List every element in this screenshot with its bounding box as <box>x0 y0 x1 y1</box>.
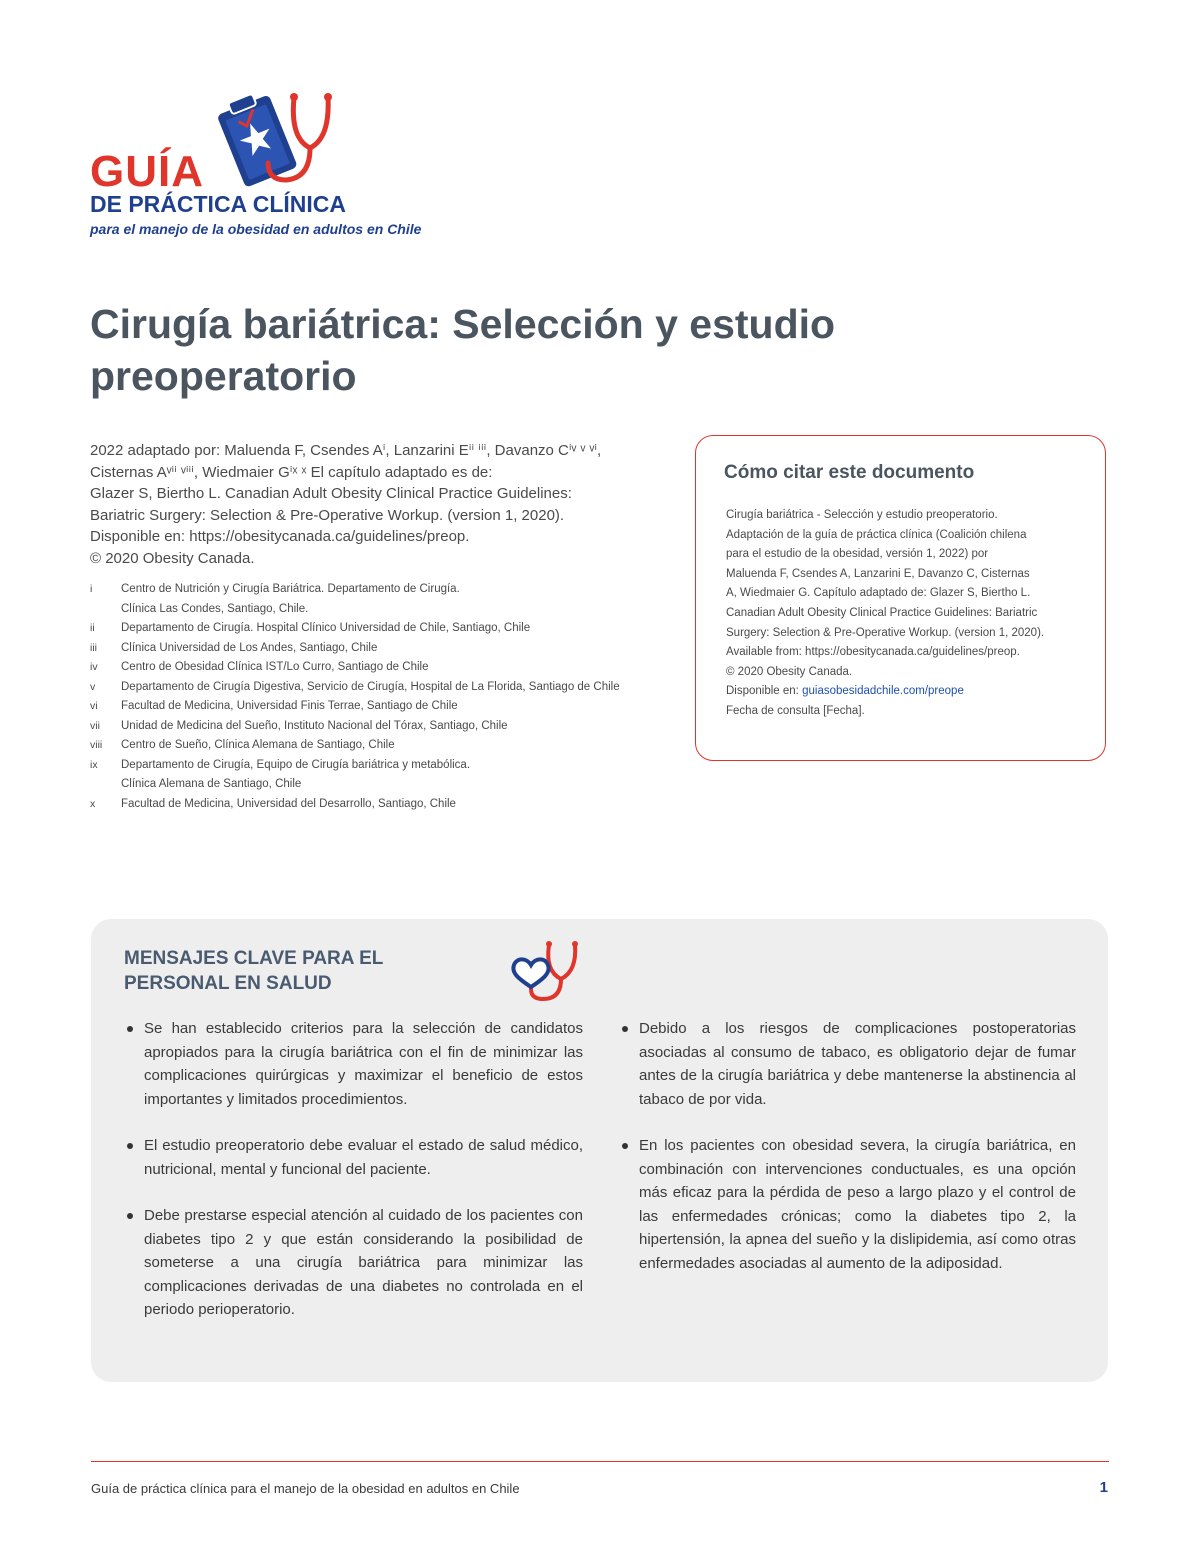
affiliation-number <box>90 775 121 795</box>
affiliation-item <box>90 717 690 737</box>
affiliation-number: vi <box>90 700 98 712</box>
affiliation-text: Departamento de Cirugía Digestiva, Servicio de Cirugía, Hospital de La Florida, Santiago de Chile <box>121 680 620 693</box>
affiliation-number: vii <box>90 719 100 732</box>
key-messages-left-list <box>125 1017 583 1345</box>
citation-line: © 2020 Obesity Canada. <box>726 665 853 678</box>
affiliation-item <box>90 600 690 620</box>
page-title: Cirugía bariátrica: Selección y estudio preoperatorio <box>90 301 836 399</box>
footer-text: Guía de práctica clínica para el manejo de la obesidad en adultos en Chile <box>91 1481 520 1496</box>
affiliation-item <box>90 678 690 698</box>
key-messages-right-list <box>620 1017 1076 1298</box>
affiliation-item <box>90 658 690 678</box>
logo-subtitle: DE PRÁCTICA CLÍNICA <box>90 191 346 217</box>
affiliation-text: Departamento de Cirugía. Hospital Clínico Universidad de Chile, Santiago, Chile <box>121 622 531 634</box>
affiliation-text: Clínica Universidad de Los Andes, Santiago, Chile <box>121 641 378 654</box>
key-message-item: El estudio preoperatorio debe evaluar el estado de salud médico, nutricional, mental y funcional del paciente. <box>125 1134 583 1181</box>
affiliation-number: viii <box>90 739 103 751</box>
affiliation-text: Centro de Sueño, Clínica Alemana de Santiago, Chile <box>121 739 395 751</box>
logo-clipboard-stethoscope-icon <box>210 88 345 193</box>
citation-box <box>695 435 1106 761</box>
affiliation-text: Centro de Obesidad Clínica IST/Lo Curro, Santiago de Chile <box>121 661 429 673</box>
logo-title: GUÍA <box>90 147 204 196</box>
affiliation-text: Facultad de Medicina, Universidad Finis Terrae, Santiago de Chile <box>121 700 458 712</box>
key-message-item: Debe prestarse especial atención al cuidado de los pacientes con diabetes tipo 2 y que están considerando la posibilidad de someterse a una cirugía bariátrica para minimizar las complicaciones derivadas de una diabetes no controlada en el periodo perioperatorio. <box>125 1204 583 1322</box>
authors-line: Glazer S, Biertho L. Canadian Adult Obesity Clinical Practice Guidelines: <box>90 485 572 503</box>
affiliation-item <box>90 795 690 815</box>
affiliation-text: Clínica Alemana de Santiago, Chile <box>121 778 302 790</box>
citation-line: Available from: https://obesitycanada.ca/guidelines/preop. <box>726 646 1020 659</box>
affiliation-item <box>90 580 690 600</box>
affiliation-text: Facultad de Medicina, Universidad del Desarrollo, Santiago, Chile <box>121 797 456 810</box>
citation-line: Fecha de consulta [Fecha]. <box>726 704 865 717</box>
affiliation-number: ix <box>90 758 98 771</box>
citation-line: Canadian Adult Obesity Clinical Practice Guidelines: Bariatric <box>726 606 1038 619</box>
affiliation-number: x <box>90 797 96 810</box>
affiliation-item <box>90 775 690 795</box>
citation-line: Adaptación de la guía de práctica clínica (Coalición chilena <box>726 528 1027 541</box>
affiliation-number <box>90 600 121 620</box>
logo-tagline: para el manejo de la obesidad en adultos en Chile <box>90 221 422 237</box>
affiliation-item <box>90 736 690 756</box>
key-message-item: En los pacientes con obesidad severa, la cirugía bariátrica, en combinación con intervenciones conductuales, es una opción más eficaz para la pérdida de peso a largo plazo y el control de las enfermedades crónicas; como la diabetes tipo 2, la hipertensión, la apnea del sueño y la dislipidemia, así como otras enfermedades asociadas al aumento de la adiposidad. <box>620 1134 1076 1275</box>
affiliation-number: v <box>90 680 96 693</box>
authors-line: © 2020 Obesity Canada. <box>90 549 255 567</box>
key-message-item: Se han establecido criterios para la selección de candidatos apropiados para la cirugía bariátrica con el fin de minimizar las complicaciones quirúrgicas y maximizar el beneficio de estos importantes y limitados procedimientos. <box>125 1017 583 1111</box>
key-messages-heading <box>124 946 444 996</box>
citation-heading: Cómo citar este documento <box>724 462 975 483</box>
key-messages-heading-line: MENSAJES CLAVE PARA EL <box>124 948 384 969</box>
affiliation-item <box>90 756 690 776</box>
authors-line: 2022 adaptado por: Maluenda F, Csendes Aⁱ, Lanzarini Eⁱⁱ ⁱⁱⁱ, Davanzo Cⁱᵛ ᵛ ᵛⁱ, <box>90 442 602 459</box>
citation-available-label: Disponible en: <box>726 685 799 698</box>
page-number: 1 <box>1099 1479 1108 1496</box>
citation-available-line <box>726 682 1086 702</box>
key-messages-panel <box>91 919 1108 1382</box>
affiliation-number: iii <box>90 641 97 654</box>
affiliation-text: Unidad de Medicina del Sueño, Instituto Nacional del Tórax, Santiago, Chile <box>121 719 508 732</box>
affiliation-number: ii <box>90 622 95 634</box>
key-message-item: Debido a los riesgos de complicaciones postoperatorias asociadas al consumo de tabaco, es obligatorio dejar de fumar antes de la cirugía bariátrica y debe mantenerse la abstinencia al tabaco de por vida. <box>620 1017 1076 1111</box>
affiliations-list <box>90 580 690 814</box>
affiliation-item <box>90 639 690 659</box>
key-messages-heading-line: PERSONAL EN SALUD <box>124 973 332 994</box>
heart-stethoscope-icon <box>509 939 584 1004</box>
affiliation-text: Departamento de Cirugía, Equipo de Cirugía bariátrica y metabólica. <box>121 758 471 771</box>
authors-line: Cisternas Aᵛⁱⁱ ᵛⁱⁱⁱ, Wiedmaier Gⁱˣ ˣ El capítulo adaptado es de: <box>90 463 493 481</box>
citation-line: Maluenda F, Csendes A, Lanzarini E, Davanzo C, Cisternas <box>726 567 1030 580</box>
affiliation-number: iv <box>90 661 98 673</box>
citation-line: A, Wiedmaier G. Capítulo adaptado de: Glazer S, Biertho L. <box>726 587 1031 600</box>
citation-body <box>726 506 1086 722</box>
affiliation-number: i <box>90 583 93 595</box>
authors-line: Bariatric Surgery: Selection & Pre-Operative Workup. (version 1, 2020). <box>90 506 565 524</box>
affiliation-text: Clínica Las Condes, Santiago, Chile. <box>121 602 309 615</box>
affiliation-text: Centro de Nutrición y Cirugía Bariátrica. Departamento de Cirugía. <box>121 583 460 595</box>
authors-line: Disponible en: https://obesitycanada.ca/guidelines/preop. <box>90 528 470 546</box>
authors-block <box>90 440 670 570</box>
citation-line: Surgery: Selection & Pre-Operative Workup. (version 1, 2020). <box>726 626 1045 639</box>
citation-link[interactable]: guiasobesidadchile.com/preope <box>802 685 964 698</box>
affiliation-item <box>90 619 690 639</box>
citation-line: Cirugía bariátrica - Selección y estudio preoperatorio. <box>726 509 998 521</box>
citation-line: para el estudio de la obesidad, versión 1, 2022) por <box>726 548 989 561</box>
footer-divider <box>91 1461 1109 1462</box>
affiliation-item <box>90 697 690 717</box>
